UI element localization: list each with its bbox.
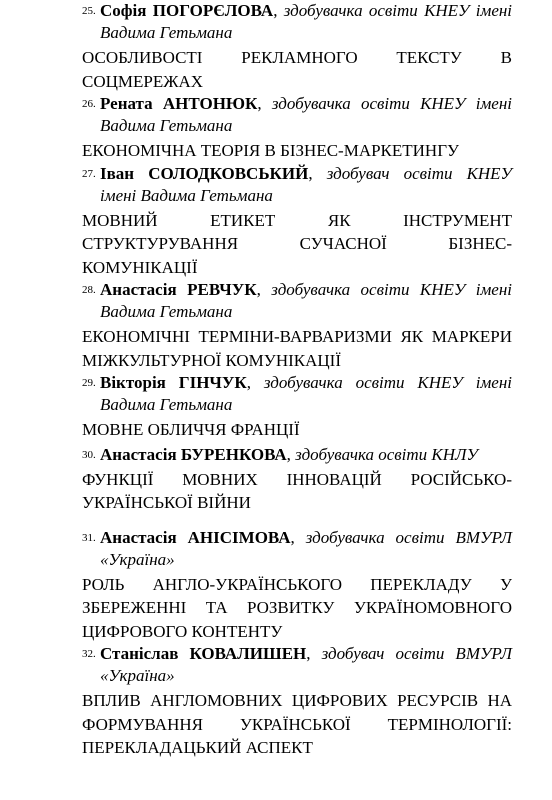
author-line: 25. Софія ПОГОРЄЛОВА, здобувачка освіти КНЕУ імені Вадима Гетьмана — [82, 1, 513, 42]
author-line: 26. Рената АНТОНЮК, здобувачка освіти КНЕУ імені Вадима Гетьмана — [82, 94, 512, 135]
author-affiliation: здобувачка освіти ВМУРЛ «Україна» — [100, 527, 513, 569]
talk-title: ФУНКЦІЇ МОВНИХ ІННОВАЦІЙ РОСІЙСЬКО-УКРАЇНСЬКОЇ ВІЙНИ — [82, 469, 512, 512]
program-entry-31 — [82, 527, 512, 644]
author-line: 32. Станіслав КОВАЛИШЕН, здобувач освіти ВМУРЛ «Україна» — [82, 644, 512, 685]
entry-number: 30. — [82, 448, 96, 461]
talk-title: ЕКОНОМІЧНА ТЕОРІЯ В БІЗНЕС-МАРКЕТИНГУ — [82, 141, 460, 160]
author-line: 28. Анастасія РЕВЧУК, здобувачка освіти КНЕУ імені Вадима Гетьмана — [82, 280, 513, 321]
author-line: 31. Анастасія АНІСІМОВА, здобувачка освіти ВМУРЛ «Україна» — [82, 527, 513, 569]
program-entry-26 — [82, 93, 512, 163]
entry-number: 32. — [82, 648, 96, 660]
talk-title: ОСОБЛИВОСТІ РЕКЛАМНОГО ТЕКСТУ В СОЦМЕРЕЖАХ — [82, 48, 512, 91]
program-entry-25 — [82, 0, 512, 93]
entry-number: 28. — [82, 284, 96, 296]
program-entry-30 — [82, 444, 512, 515]
program-entry-29 — [82, 372, 512, 442]
author-line: 30. Анастасія БУРЕНКОВА, здобувачка освіти КНЛУ — [82, 444, 478, 464]
author-affiliation: здобувачка освіти КНЛУ — [295, 444, 478, 464]
author-name: Рената АНТОНЮК — [100, 94, 258, 113]
program-entry-28 — [82, 279, 512, 372]
entry-number: 31. — [82, 531, 96, 544]
author-affiliation: здобувачка освіти КНЕУ імені Вадима Гетьмана — [100, 280, 513, 321]
author-name: Анастасія БУРЕНКОВА — [100, 444, 287, 464]
talk-title: ВПЛИВ АНГЛОМОВНИХ ЦИФРОВИХ РЕСУРСІВ НА ФОРМУВАННЯ УКРАЇНСЬКОЇ ТЕРМІНОЛОГІЇ: ПЕРЕКЛАДАЦЬКИЙ АСПЕКТ — [82, 691, 512, 757]
entry-number: 26. — [82, 98, 96, 110]
author-name: Анастасія АНІСІМОВА — [100, 527, 291, 547]
author-name: Іван СОЛОДКОВСЬКИЙ — [100, 163, 309, 183]
author-name: Станіслав КОВАЛИШЕН — [100, 644, 307, 663]
entry-number: 29. — [82, 377, 96, 389]
entry-number: 25. — [82, 5, 96, 17]
entry-number: 27. — [82, 167, 96, 180]
author-name: Софія ПОГОРЄЛОВА — [100, 1, 274, 20]
talk-title: ЕКОНОМІЧНІ ТЕРМІНИ-ВАРВАРИЗМИ ЯК МАРКЕРИ МІЖКУЛЬТУРНОЇ КОМУНІКАЦІЇ — [82, 327, 512, 370]
author-line: 29. Вікторія ГІНЧУК, здобувачка освіти КНЕУ імені Вадима Гетьмана — [82, 373, 512, 414]
talk-title: МОВНЕ ОБЛИЧЧЯ ФРАНЦІЇ — [82, 420, 300, 439]
author-name: Вікторія ГІНЧУК — [100, 373, 247, 392]
author-affiliation: здобувач освіти КНЕУ імені Вадима Гетьмана — [100, 163, 512, 205]
program-entry-32 — [82, 643, 512, 760]
talk-title: РОЛЬ АНГЛО-УКРАЇНСЬКОГО ПЕРЕКЛАДУ У ЗБЕРЕЖЕННІ ТА РОЗВИТКУ УКРАЇНОМОВНОГО ЦИФРОВОГО КОНТЕНТУ — [82, 574, 512, 641]
author-affiliation: здобувачка освіти КНЕУ імені Вадима Гетьмана — [100, 94, 512, 135]
author-affiliation: здобувачка освіти КНЕУ імені Вадима Гетьмана — [100, 373, 512, 414]
author-affiliation: здобувач освіти ВМУРЛ «Україна» — [100, 644, 512, 685]
author-name: Анастасія РЕВЧУК — [100, 280, 257, 299]
program-page — [82, 0, 512, 760]
author-affiliation: здобувачка освіти КНЕУ імені Вадима Гетьмана — [100, 1, 513, 42]
talk-title: МОВНИЙ ЕТИКЕТ ЯК ІНСТРУМЕНТ СТРУКТУРУВАННЯ СУЧАСНОЇ БІЗНЕС-КОМУНІКАЦІЇ — [82, 210, 512, 277]
program-entry-27 — [82, 163, 512, 280]
author-line: 27. Іван СОЛОДКОВСЬКИЙ, здобувач освіти КНЕУ імені Вадима Гетьмана — [82, 163, 512, 205]
